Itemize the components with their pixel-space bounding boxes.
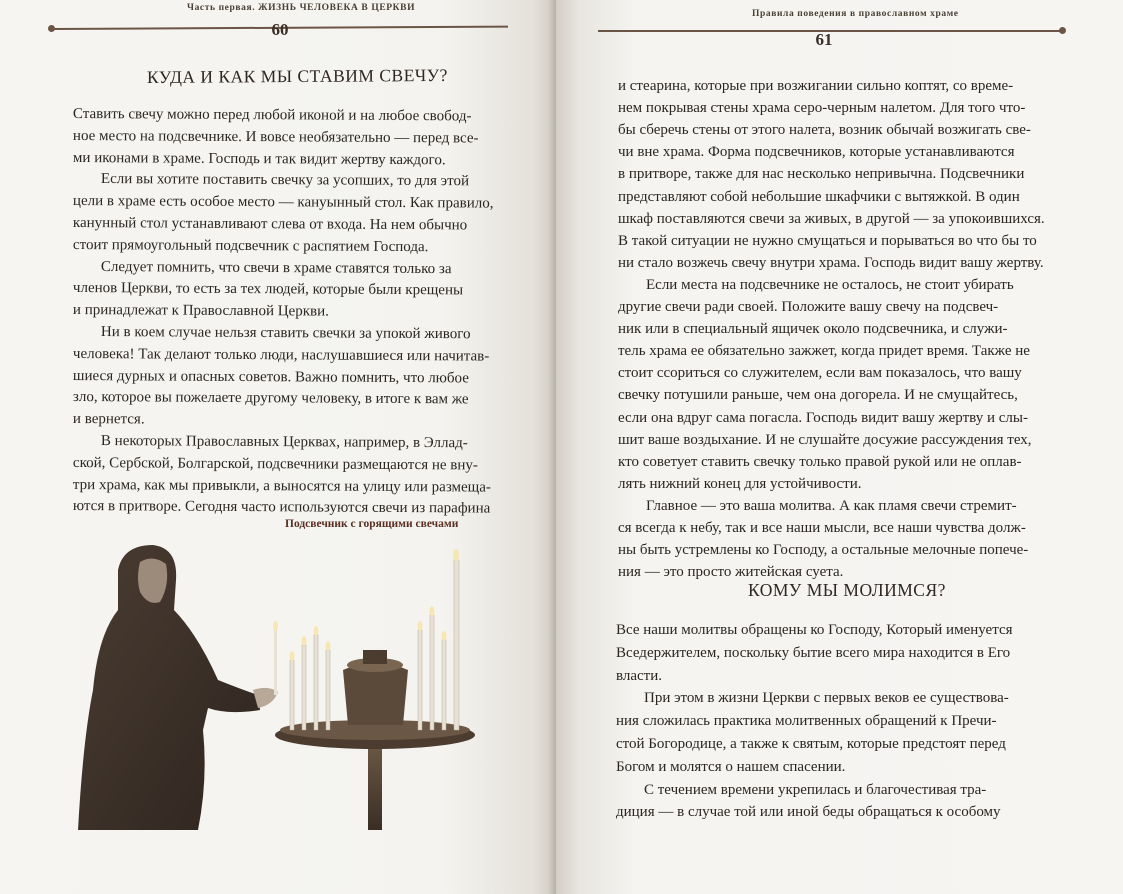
left-page-number: 60 xyxy=(271,20,289,39)
text-line: Богом и молятся о нашем спасении. xyxy=(616,758,846,775)
text-line: Если места на подсвечнике не осталось, не стоит убирать xyxy=(646,276,1014,293)
text-line: власти. xyxy=(616,667,663,684)
text-line: стой Богородице, а также к святым, которые предстоят перед xyxy=(616,736,1006,752)
right-section-heading: КОМУ МЫ МОЛИМСЯ? xyxy=(748,580,946,600)
text-line: С течением времени укрепилась и благочестивая тра- xyxy=(644,781,987,798)
right-page-number: 61 xyxy=(815,30,833,49)
text-line: бы сберечь стены от этого налета, возник обычай возжигать све- xyxy=(618,122,1031,139)
text-line: шкаф поставляются свечи за живых, в другой — за упокоившихся. xyxy=(618,210,1045,227)
text-line: представляют собой небольшие шкафчики с вытяжкой. В один xyxy=(618,188,1020,205)
text-line: ской, Сербской, Болгарской, подсвечники размещаются не вну- xyxy=(72,454,478,474)
text-line: стоит ссориться со служителем, если вам показалось, что вашу xyxy=(618,365,1022,382)
text-line: стоит прямоугольный подсвечник с распятием Господа. xyxy=(72,236,429,255)
text-line: свечку потушили раньше, чем она догорела. И не смущайтесь, xyxy=(618,387,1018,404)
text-line: Все наши молитвы обращены ко Господу, Который именуется xyxy=(616,622,1013,638)
woman-lighting-candle-illustration xyxy=(78,540,478,830)
text-line: лять нижний конец для устойчивости. xyxy=(618,475,862,492)
text-line: ния сложилась практика молитвенных обращений к Пречи- xyxy=(616,713,997,730)
text-line: нем покрывая стены храма серо-черным налетом. Для того что- xyxy=(618,100,1026,117)
text-line: шит ваше воздыхание. И не слушайте досужие рассуждения тех, xyxy=(618,431,1032,448)
text-line: ник или в специальный ящичек около подсвечника, и служи- xyxy=(618,321,1008,338)
text-line: ния — это просто житейская суета. xyxy=(618,564,844,581)
illustration-caption: Подсвечник с горящими свечами xyxy=(285,518,459,530)
text-line: если она вдруг сама погасла. Господь видит вашу жертву и слы- xyxy=(618,409,1028,426)
text-line: ни стало возжечь свечу внутри храма. Господь видит вашу жертву. xyxy=(618,254,1044,271)
text-line: шиеся дурных и опасных советов. Важно помнить, что любое xyxy=(72,367,469,387)
text-line: членов Церкви, то есть за тех людей, которые были крещены xyxy=(72,280,464,299)
text-line: в притворе, также для нас несколько непривычна. Подсвечники xyxy=(618,166,1025,183)
right-page xyxy=(556,0,1123,894)
text-line: ны быть устремлены ко Господу, а остальные мелочные попече- xyxy=(618,542,1029,559)
text-line: зло, которое вы пожелаете другому человеку, в итоге к вам же xyxy=(72,389,469,408)
text-line: и стеарина, которые при возжигании сильно коптят, со време- xyxy=(618,78,1014,94)
text-line: три храма, как мы привыкли, а выносятся на улицу или размеща- xyxy=(72,476,491,496)
text-line: тель храма ее обязательно зажжет, когда придет время. Также не xyxy=(618,343,1030,360)
text-line: чи вне храма. Форма подсвечников, которые устанавливаются xyxy=(618,144,1015,161)
left-page xyxy=(0,0,556,894)
left-running-head: Часть первая. ЖИЗНЬ ЧЕЛОВЕКА В ЦЕРКВИ xyxy=(187,3,416,13)
text-line: цели в храме есть особое место — кануынный стол. Как правило, xyxy=(72,193,494,212)
text-line: и вернется. xyxy=(72,411,145,428)
text-line: канунный стол устанавливают слева от входа. На нем обычно xyxy=(72,215,468,234)
text-line: При этом в жизни Церкви с первых веков ее существова- xyxy=(644,690,1009,707)
left-section-heading: КУДА И КАК МЫ СТАВИМ СВЕЧУ? xyxy=(146,64,448,88)
text-line: ются в притворе. Сегодня часто используются свечи из парафина xyxy=(72,498,491,517)
text-line: Если вы хотите поставить свечку за усопших, то для этой xyxy=(100,171,470,190)
text-line: ное место на подсвечнике. И вовсе необязательно — перед все- xyxy=(72,127,479,147)
text-line: Следует помнить, что свечи в храме ставятся только за xyxy=(100,258,452,277)
text-line: и принадлежат к Православной Церкви. xyxy=(72,302,329,320)
text-line: Ставить свечу можно перед любой иконой и на любое свобод- xyxy=(72,106,472,125)
text-line: Ни в коем случае нельзя ставить свечки за упокой живого xyxy=(100,324,471,343)
text-line: другие свечи ради своей. Положите вашу свечу на подсвеч- xyxy=(618,299,999,315)
text-line: Главное — это ваша молитва. А как пламя свечи стремит- xyxy=(646,497,1017,514)
text-line: В некоторых Православных Церквах, например, в Эллад- xyxy=(100,433,468,452)
text-line: диция — в случае той или иной беды обращаться к особому xyxy=(616,804,1001,821)
text-line: человека! Так делают только люди, наслушавшиеся или начитав- xyxy=(72,345,490,365)
text-line: В такой ситуации не нужно смущаться и порываться во что бы то xyxy=(618,232,1037,249)
text-line: кто советует ставить свечку только правой рукой или не оплав- xyxy=(618,453,1022,470)
right-running-head: Правила поведения в православном храме xyxy=(752,9,959,19)
text-line: ся всегда к небу, так и все наши мысли, все наши чувства долж- xyxy=(618,520,1026,536)
right-rule-ornament xyxy=(1059,27,1066,34)
text-line: Вседержителем, поскольку бытие всего мира находится в Его xyxy=(616,644,1011,661)
text-line: ми иконами в храме. Господь и так видит жертву каждого. xyxy=(72,149,446,168)
